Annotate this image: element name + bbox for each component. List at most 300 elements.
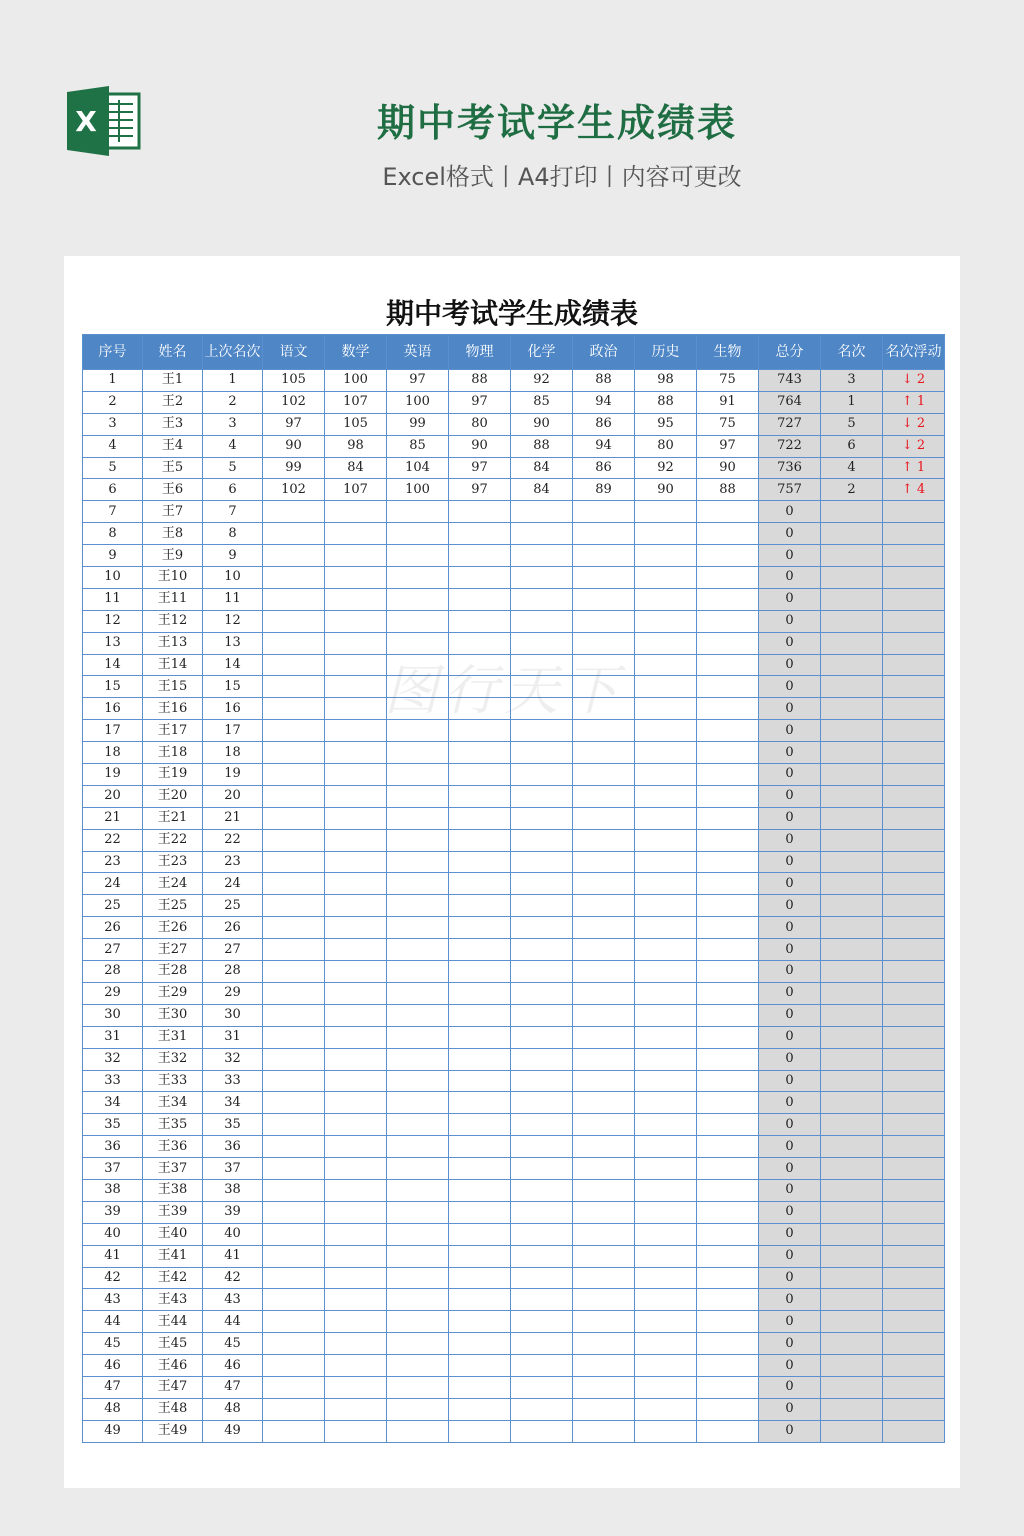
cell-score[interactable]: [635, 742, 697, 764]
cell-total[interactable]: 0: [759, 1158, 821, 1180]
cell-score[interactable]: [387, 698, 449, 720]
cell-score[interactable]: [697, 654, 759, 676]
cell-score[interactable]: [697, 1311, 759, 1333]
cell-name[interactable]: 王41: [143, 1245, 203, 1267]
cell-score[interactable]: [511, 1179, 573, 1201]
cell-number[interactable]: 29: [83, 982, 143, 1004]
cell-score[interactable]: [511, 1201, 573, 1223]
cell-score[interactable]: 90: [263, 435, 325, 457]
cell-rank-float[interactable]: [883, 1179, 945, 1201]
cell-total[interactable]: 0: [759, 939, 821, 961]
cell-score[interactable]: [263, 1004, 325, 1026]
cell-number[interactable]: 22: [83, 829, 143, 851]
cell-name[interactable]: 王33: [143, 1070, 203, 1092]
cell-total[interactable]: 0: [759, 742, 821, 764]
cell-score[interactable]: [697, 1376, 759, 1398]
cell-score[interactable]: 97: [449, 479, 511, 501]
cell-score[interactable]: [573, 654, 635, 676]
cell-score[interactable]: [511, 895, 573, 917]
cell-last-rank[interactable]: 20: [203, 785, 263, 807]
cell-rank[interactable]: [821, 1201, 883, 1223]
cell-rank-float[interactable]: [883, 1267, 945, 1289]
cell-score[interactable]: [635, 501, 697, 523]
cell-score[interactable]: [449, 567, 511, 589]
cell-score[interactable]: [511, 588, 573, 610]
cell-rank-float[interactable]: [883, 1136, 945, 1158]
cell-score[interactable]: [573, 676, 635, 698]
cell-rank[interactable]: [821, 1070, 883, 1092]
cell-total[interactable]: 0: [759, 610, 821, 632]
cell-score[interactable]: [573, 1136, 635, 1158]
cell-score[interactable]: [263, 764, 325, 786]
cell-score[interactable]: [635, 785, 697, 807]
cell-score[interactable]: [325, 1136, 387, 1158]
cell-score[interactable]: [387, 1355, 449, 1377]
cell-last-rank[interactable]: 48: [203, 1398, 263, 1420]
cell-rank[interactable]: [821, 1289, 883, 1311]
cell-rank-float[interactable]: [883, 413, 945, 435]
cell-last-rank[interactable]: 29: [203, 982, 263, 1004]
cell-rank[interactable]: [821, 588, 883, 610]
cell-total[interactable]: 0: [759, 1376, 821, 1398]
cell-last-rank[interactable]: 40: [203, 1223, 263, 1245]
cell-score[interactable]: 86: [573, 457, 635, 479]
cell-score[interactable]: [449, 1267, 511, 1289]
cell-score[interactable]: [697, 1223, 759, 1245]
cell-name[interactable]: 王9: [143, 545, 203, 567]
cell-score[interactable]: [697, 1004, 759, 1026]
cell-last-rank[interactable]: 28: [203, 961, 263, 983]
cell-score[interactable]: [635, 1311, 697, 1333]
cell-total[interactable]: 0: [759, 1311, 821, 1333]
cell-score[interactable]: [697, 1136, 759, 1158]
cell-score[interactable]: [449, 873, 511, 895]
cell-number[interactable]: 10: [83, 567, 143, 589]
cell-rank-float[interactable]: [883, 457, 945, 479]
cell-name[interactable]: 王40: [143, 1223, 203, 1245]
cell-score[interactable]: [573, 1223, 635, 1245]
cell-total[interactable]: 0: [759, 501, 821, 523]
cell-score[interactable]: [387, 1026, 449, 1048]
cell-score[interactable]: [325, 1355, 387, 1377]
cell-score[interactable]: [511, 610, 573, 632]
cell-number[interactable]: 8: [83, 523, 143, 545]
cell-rank-float[interactable]: [883, 698, 945, 720]
cell-last-rank[interactable]: 37: [203, 1158, 263, 1180]
cell-score[interactable]: [387, 1420, 449, 1442]
cell-name[interactable]: 王47: [143, 1376, 203, 1398]
cell-number[interactable]: 20: [83, 785, 143, 807]
cell-score[interactable]: [325, 829, 387, 851]
cell-name[interactable]: 王26: [143, 917, 203, 939]
cell-score[interactable]: [325, 1158, 387, 1180]
cell-score[interactable]: [635, 1179, 697, 1201]
cell-score[interactable]: 100: [387, 479, 449, 501]
cell-total[interactable]: 0: [759, 1223, 821, 1245]
cell-total[interactable]: 0: [759, 632, 821, 654]
cell-total[interactable]: 0: [759, 1267, 821, 1289]
cell-score[interactable]: [511, 1004, 573, 1026]
cell-total[interactable]: 0: [759, 698, 821, 720]
cell-score[interactable]: [697, 1070, 759, 1092]
cell-rank-float[interactable]: [883, 873, 945, 895]
cell-score[interactable]: [263, 610, 325, 632]
cell-score[interactable]: 97: [449, 391, 511, 413]
cell-rank-float[interactable]: [883, 391, 945, 413]
cell-score[interactable]: [511, 1114, 573, 1136]
cell-score[interactable]: [573, 1398, 635, 1420]
cell-score[interactable]: [325, 1223, 387, 1245]
cell-last-rank[interactable]: 34: [203, 1092, 263, 1114]
cell-last-rank[interactable]: 45: [203, 1333, 263, 1355]
cell-rank[interactable]: [821, 501, 883, 523]
cell-score[interactable]: [635, 851, 697, 873]
cell-last-rank[interactable]: 43: [203, 1289, 263, 1311]
cell-score[interactable]: 84: [511, 457, 573, 479]
cell-score[interactable]: [449, 1048, 511, 1070]
cell-score[interactable]: [325, 1004, 387, 1026]
cell-score[interactable]: [387, 501, 449, 523]
cell-last-rank[interactable]: 6: [203, 479, 263, 501]
cell-number[interactable]: 37: [83, 1158, 143, 1180]
cell-score[interactable]: [573, 1311, 635, 1333]
cell-rank-float[interactable]: [883, 1245, 945, 1267]
cell-score[interactable]: [511, 567, 573, 589]
cell-score[interactable]: [511, 501, 573, 523]
cell-score[interactable]: [263, 698, 325, 720]
cell-score[interactable]: [573, 1158, 635, 1180]
cell-score[interactable]: 90: [511, 413, 573, 435]
cell-score[interactable]: [449, 1289, 511, 1311]
cell-score[interactable]: [263, 873, 325, 895]
cell-rank[interactable]: [821, 1004, 883, 1026]
cell-score[interactable]: [573, 1420, 635, 1442]
cell-score[interactable]: [387, 1158, 449, 1180]
cell-number[interactable]: 41: [83, 1245, 143, 1267]
cell-total[interactable]: 0: [759, 895, 821, 917]
cell-score[interactable]: [263, 982, 325, 1004]
cell-last-rank[interactable]: 27: [203, 939, 263, 961]
cell-score[interactable]: [449, 961, 511, 983]
cell-rank-float[interactable]: [883, 1026, 945, 1048]
cell-rank-float[interactable]: [883, 1333, 945, 1355]
cell-rank[interactable]: [821, 895, 883, 917]
cell-name[interactable]: 王1: [143, 370, 203, 392]
cell-rank[interactable]: 1: [821, 391, 883, 413]
cell-score[interactable]: [511, 523, 573, 545]
cell-rank-float[interactable]: [883, 632, 945, 654]
cell-score[interactable]: [325, 961, 387, 983]
cell-score[interactable]: [449, 698, 511, 720]
cell-score[interactable]: [263, 720, 325, 742]
cell-number[interactable]: 38: [83, 1179, 143, 1201]
cell-name[interactable]: 王35: [143, 1114, 203, 1136]
cell-last-rank[interactable]: 17: [203, 720, 263, 742]
cell-rank[interactable]: [821, 1376, 883, 1398]
cell-score[interactable]: 94: [573, 435, 635, 457]
cell-total[interactable]: 0: [759, 982, 821, 1004]
cell-rank[interactable]: [821, 1245, 883, 1267]
cell-score[interactable]: [573, 1114, 635, 1136]
cell-score[interactable]: [573, 610, 635, 632]
cell-last-rank[interactable]: 23: [203, 851, 263, 873]
cell-score[interactable]: [511, 1267, 573, 1289]
cell-score[interactable]: 107: [325, 479, 387, 501]
cell-rank-float[interactable]: [883, 1004, 945, 1026]
cell-score[interactable]: [573, 1179, 635, 1201]
cell-score[interactable]: [573, 851, 635, 873]
cell-score[interactable]: [325, 895, 387, 917]
cell-score[interactable]: 90: [635, 479, 697, 501]
cell-score[interactable]: [635, 567, 697, 589]
cell-rank-float[interactable]: [883, 829, 945, 851]
cell-name[interactable]: 王29: [143, 982, 203, 1004]
cell-score[interactable]: [263, 567, 325, 589]
cell-score[interactable]: [511, 1376, 573, 1398]
cell-score[interactable]: [449, 1070, 511, 1092]
cell-score[interactable]: [449, 895, 511, 917]
cell-name[interactable]: 王4: [143, 435, 203, 457]
cell-score[interactable]: [387, 764, 449, 786]
cell-score[interactable]: [263, 1092, 325, 1114]
cell-rank-float[interactable]: [883, 1114, 945, 1136]
cell-score[interactable]: [325, 567, 387, 589]
cell-last-rank[interactable]: 24: [203, 873, 263, 895]
cell-name[interactable]: 王30: [143, 1004, 203, 1026]
cell-score[interactable]: [263, 1136, 325, 1158]
cell-score[interactable]: [635, 961, 697, 983]
cell-total[interactable]: 0: [759, 1355, 821, 1377]
cell-rank-float[interactable]: [883, 1420, 945, 1442]
cell-score[interactable]: 75: [697, 413, 759, 435]
cell-last-rank[interactable]: 18: [203, 742, 263, 764]
cell-score[interactable]: [635, 1114, 697, 1136]
cell-score[interactable]: [573, 1376, 635, 1398]
cell-score[interactable]: [449, 851, 511, 873]
cell-score[interactable]: 105: [263, 370, 325, 392]
cell-score[interactable]: [263, 1158, 325, 1180]
cell-score[interactable]: [635, 873, 697, 895]
cell-score[interactable]: [511, 1070, 573, 1092]
cell-score[interactable]: [325, 610, 387, 632]
cell-score[interactable]: 88: [511, 435, 573, 457]
cell-last-rank[interactable]: 38: [203, 1179, 263, 1201]
cell-name[interactable]: 王16: [143, 698, 203, 720]
cell-rank[interactable]: [821, 961, 883, 983]
cell-score[interactable]: [635, 895, 697, 917]
cell-score[interactable]: [697, 1267, 759, 1289]
cell-score[interactable]: [325, 676, 387, 698]
cell-last-rank[interactable]: 7: [203, 501, 263, 523]
cell-score[interactable]: [325, 523, 387, 545]
cell-total[interactable]: 0: [759, 1114, 821, 1136]
cell-score[interactable]: [635, 829, 697, 851]
cell-number[interactable]: 1: [83, 370, 143, 392]
cell-score[interactable]: [387, 1223, 449, 1245]
cell-rank[interactable]: [821, 785, 883, 807]
cell-score[interactable]: [511, 654, 573, 676]
cell-score[interactable]: [263, 1355, 325, 1377]
cell-score[interactable]: [449, 982, 511, 1004]
cell-score[interactable]: [325, 654, 387, 676]
cell-score[interactable]: [325, 917, 387, 939]
cell-score[interactable]: [325, 1420, 387, 1442]
cell-rank-float[interactable]: [883, 1355, 945, 1377]
cell-rank-float[interactable]: [883, 917, 945, 939]
cell-total[interactable]: 0: [759, 588, 821, 610]
cell-rank-float[interactable]: [883, 720, 945, 742]
cell-last-rank[interactable]: 31: [203, 1026, 263, 1048]
cell-last-rank[interactable]: 15: [203, 676, 263, 698]
cell-rank[interactable]: [821, 523, 883, 545]
cell-score[interactable]: [511, 1048, 573, 1070]
cell-total[interactable]: 0: [759, 829, 821, 851]
cell-score[interactable]: [449, 1355, 511, 1377]
cell-rank-float[interactable]: [883, 1048, 945, 1070]
cell-score[interactable]: [635, 610, 697, 632]
cell-score[interactable]: [325, 632, 387, 654]
cell-score[interactable]: [387, 1311, 449, 1333]
cell-rank-float[interactable]: [883, 1398, 945, 1420]
cell-score[interactable]: 91: [697, 391, 759, 413]
cell-name[interactable]: 王45: [143, 1333, 203, 1355]
cell-number[interactable]: 40: [83, 1223, 143, 1245]
cell-score[interactable]: [697, 1201, 759, 1223]
cell-number[interactable]: 17: [83, 720, 143, 742]
cell-rank-float[interactable]: [883, 807, 945, 829]
cell-score[interactable]: [511, 1092, 573, 1114]
cell-total[interactable]: 0: [759, 1289, 821, 1311]
cell-score[interactable]: [573, 961, 635, 983]
cell-score[interactable]: [573, 1355, 635, 1377]
cell-number[interactable]: 15: [83, 676, 143, 698]
cell-score[interactable]: 88: [449, 370, 511, 392]
cell-score[interactable]: [573, 698, 635, 720]
cell-name[interactable]: 王10: [143, 567, 203, 589]
cell-rank[interactable]: 2: [821, 479, 883, 501]
cell-rank-float[interactable]: [883, 961, 945, 983]
cell-total[interactable]: 0: [759, 807, 821, 829]
cell-score[interactable]: [697, 1289, 759, 1311]
cell-score[interactable]: [511, 1289, 573, 1311]
cell-rank[interactable]: [821, 610, 883, 632]
cell-score[interactable]: [573, 1245, 635, 1267]
cell-total[interactable]: 727: [759, 413, 821, 435]
cell-score[interactable]: [387, 588, 449, 610]
cell-score[interactable]: 88: [573, 370, 635, 392]
cell-total[interactable]: 764: [759, 391, 821, 413]
cell-rank[interactable]: 5: [821, 413, 883, 435]
cell-last-rank[interactable]: 25: [203, 895, 263, 917]
cell-score[interactable]: [387, 610, 449, 632]
cell-score[interactable]: [325, 501, 387, 523]
cell-score[interactable]: [511, 961, 573, 983]
cell-score[interactable]: [387, 917, 449, 939]
cell-score[interactable]: [325, 807, 387, 829]
cell-score[interactable]: [635, 698, 697, 720]
cell-total[interactable]: 0: [759, 764, 821, 786]
cell-score[interactable]: [697, 632, 759, 654]
cell-score[interactable]: [263, 632, 325, 654]
cell-score[interactable]: [387, 1092, 449, 1114]
cell-score[interactable]: 102: [263, 479, 325, 501]
cell-last-rank[interactable]: 14: [203, 654, 263, 676]
cell-score[interactable]: [387, 676, 449, 698]
cell-score[interactable]: [387, 523, 449, 545]
cell-total[interactable]: 736: [759, 457, 821, 479]
cell-rank[interactable]: [821, 764, 883, 786]
cell-name[interactable]: 王7: [143, 501, 203, 523]
cell-score[interactable]: [263, 742, 325, 764]
cell-name[interactable]: 王42: [143, 1267, 203, 1289]
cell-score[interactable]: [325, 982, 387, 1004]
cell-number[interactable]: 48: [83, 1398, 143, 1420]
cell-score[interactable]: [325, 785, 387, 807]
cell-rank[interactable]: [821, 807, 883, 829]
cell-score[interactable]: [697, 698, 759, 720]
cell-total[interactable]: 0: [759, 1201, 821, 1223]
cell-rank-float[interactable]: [883, 785, 945, 807]
cell-rank-float[interactable]: [883, 588, 945, 610]
cell-score[interactable]: [449, 917, 511, 939]
cell-score[interactable]: [325, 764, 387, 786]
cell-rank[interactable]: [821, 742, 883, 764]
cell-score[interactable]: 86: [573, 413, 635, 435]
cell-score[interactable]: [263, 1311, 325, 1333]
cell-score[interactable]: [325, 1026, 387, 1048]
cell-score[interactable]: [263, 1398, 325, 1420]
cell-score[interactable]: [697, 895, 759, 917]
cell-score[interactable]: [573, 917, 635, 939]
cell-score[interactable]: [263, 654, 325, 676]
cell-score[interactable]: [511, 982, 573, 1004]
cell-score[interactable]: [697, 1092, 759, 1114]
cell-name[interactable]: 王22: [143, 829, 203, 851]
cell-score[interactable]: [635, 632, 697, 654]
cell-number[interactable]: 21: [83, 807, 143, 829]
cell-score[interactable]: [635, 807, 697, 829]
cell-score[interactable]: [325, 588, 387, 610]
cell-score[interactable]: [449, 1333, 511, 1355]
cell-score[interactable]: [697, 982, 759, 1004]
cell-score[interactable]: [387, 1070, 449, 1092]
cell-name[interactable]: 王43: [143, 1289, 203, 1311]
cell-rank-float[interactable]: [883, 567, 945, 589]
cell-last-rank[interactable]: 33: [203, 1070, 263, 1092]
cell-number[interactable]: 5: [83, 457, 143, 479]
cell-score[interactable]: [573, 1289, 635, 1311]
cell-score[interactable]: [697, 610, 759, 632]
cell-score[interactable]: [325, 1245, 387, 1267]
cell-number[interactable]: 32: [83, 1048, 143, 1070]
cell-number[interactable]: 3: [83, 413, 143, 435]
cell-rank-float[interactable]: [883, 435, 945, 457]
cell-score[interactable]: [511, 1245, 573, 1267]
cell-score[interactable]: [511, 698, 573, 720]
cell-score[interactable]: [387, 895, 449, 917]
cell-name[interactable]: 王49: [143, 1420, 203, 1442]
cell-score[interactable]: [635, 1420, 697, 1442]
cell-score[interactable]: [573, 873, 635, 895]
cell-score[interactable]: [511, 1223, 573, 1245]
cell-total[interactable]: 0: [759, 1070, 821, 1092]
cell-score[interactable]: [263, 1179, 325, 1201]
cell-score[interactable]: [511, 676, 573, 698]
cell-score[interactable]: [573, 632, 635, 654]
cell-score[interactable]: [387, 545, 449, 567]
cell-score[interactable]: [511, 1420, 573, 1442]
cell-score[interactable]: 97: [387, 370, 449, 392]
